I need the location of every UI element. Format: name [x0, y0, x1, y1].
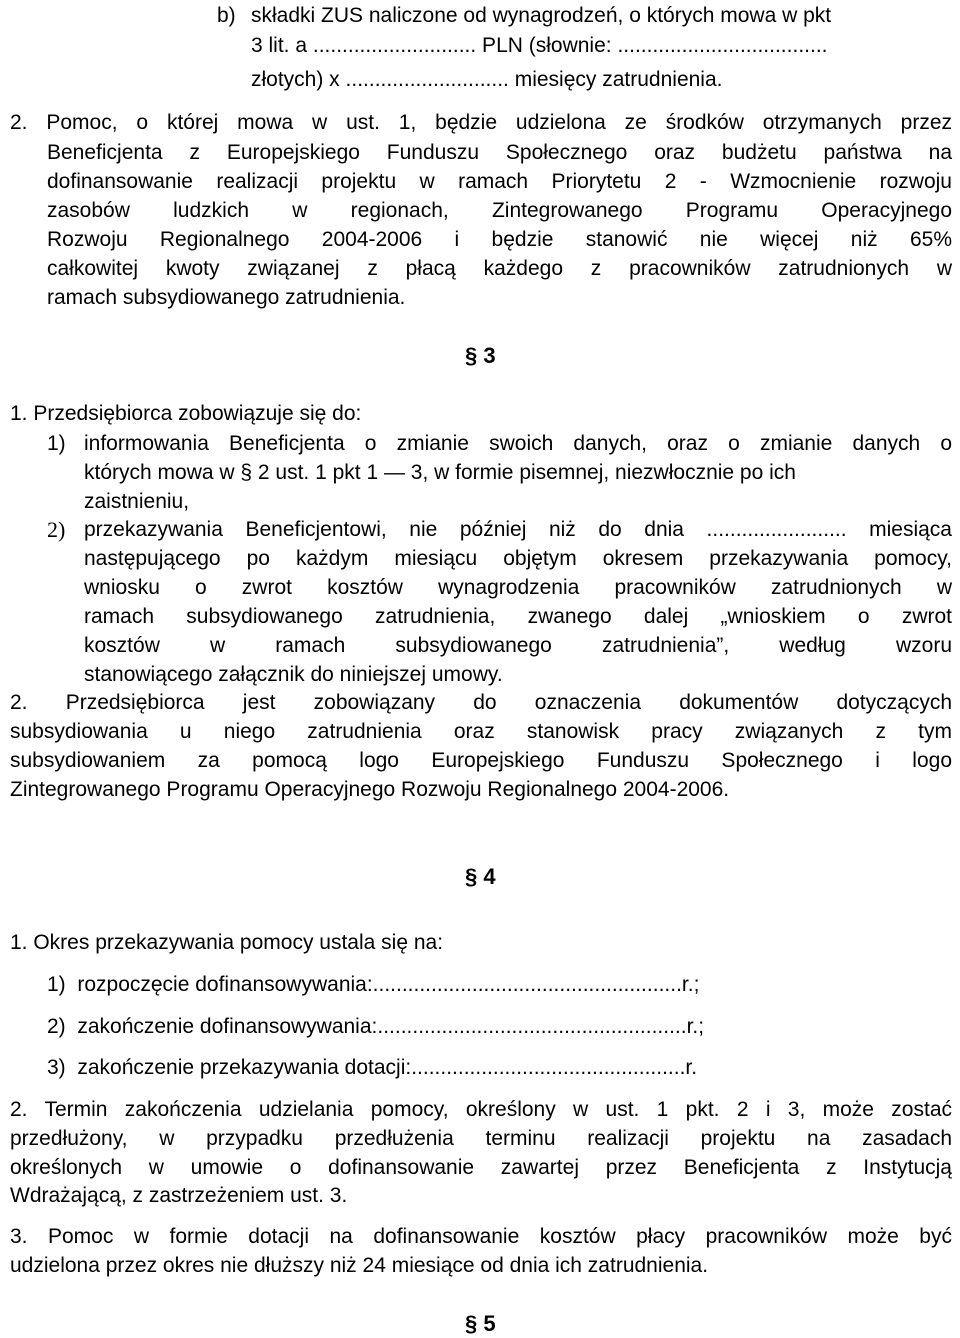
list-item-line: ramach subsydiowanego zatrudnienia, zwanego dalej „wnioskiem o zwrot [84, 605, 952, 628]
list-item-line: kosztów w ramach subsydiowanego zatrudnienia”, według wzoru [84, 634, 952, 657]
paragraph-line: dofinansowanie realizacji projektu w ramach Priorytetu 2 - Wzmocnienie rozwoju [47, 170, 952, 193]
list-item-line: których mowa w § 2 ust. 1 pkt 1 — 3, w formie pisemnej, niezwłocznie po ich [84, 461, 796, 484]
paragraph-line: określonych w umowie o dofinansowanie zawartej przez Beneficjenta z Instytucją [10, 1156, 952, 1179]
item-b-line: złotych) x ............................ miesięcy zatrudnienia. [251, 68, 723, 91]
list-item: 1) rozpoczęcie dofinansowywania:.....................................................r.; [47, 973, 700, 996]
paragraph-line: całkowitej kwoty związanej z płacą każdego z pracowników zatrudnionych w [47, 257, 952, 280]
paragraph-line: 3. Pomoc w formie dotacji na dofinansowanie kosztów płacy pracowników może być [10, 1225, 952, 1248]
list-item-line: stanowiącego załącznik do niniejszej umowy. [84, 663, 503, 686]
paragraph-line: 2. Przedsiębiorca jest zobowiązany do oznaczenia dokumentów dotyczących [10, 691, 952, 714]
paragraph-line: Rozwoju Regionalnego 2004-2006 i będzie stanowić nie więcej niż 65% [47, 228, 952, 251]
list-item-marker: 2) [47, 517, 66, 542]
paragraph-line: 1. Przedsiębiorca zobowiązuje się do: [10, 402, 362, 425]
list-item: 2) zakończenie dofinansowywania:.....................................................r.; [47, 1015, 705, 1038]
list-item-line: przekazywania Beneficjentowi, nie później niż do dnia ........................ miesiąca [84, 518, 952, 541]
paragraph-line: subsydiowaniem za pomocą logo Europejskiego Funduszu Społecznego i logo [10, 749, 952, 772]
item-b-line: 3 lit. a ............................ PLN (słownie: .................................... [251, 34, 828, 57]
list-item-line: zaistnieniu, [84, 490, 190, 513]
paragraph-line: 2. Termin zakończenia udzielania pomocy, określony w ust. 1 pkt. 2 i 3, może zostać [10, 1098, 952, 1121]
paragraph-line: Wdrażającą, z zastrzeżeniem ust. 3. [10, 1184, 348, 1207]
list-item-line: następującego po każdym miesiącu objętym okresem przekazywania pomocy, [84, 547, 952, 570]
paragraph-line: subsydiowania u niego zatrudnienia oraz stanowisk pracy związanych z tym [10, 720, 952, 743]
list-item-marker: 1) [47, 432, 66, 455]
list-item-line: informowania Beneficjenta o zmianie swoich danych, oraz o zmianie danych o [84, 432, 952, 455]
list-item: 3) zakończenie przekazywania dotacji:...............................................r. [47, 1056, 698, 1079]
list-item-line: wniosku o zwrot kosztów wynagrodzenia pracowników zatrudnionych w [84, 576, 952, 599]
paragraph-line: Beneficjenta z Europejskiego Funduszu Społecznego oraz budżetu państwa na [47, 141, 952, 164]
paragraph-line: przedłużony, w przypadku przedłużenia terminu realizacji projektu na zasadach [10, 1127, 952, 1150]
paragraph-line: Zintegrowanego Programu Operacyjnego Rozwoju Regionalnego 2004-2006. [10, 778, 730, 801]
section-heading: § 3 [465, 343, 496, 368]
paragraph-line: udzielona przez okres nie dłuższy niż 24 miesiące od dnia ich zatrudnienia. [10, 1254, 709, 1277]
section-heading: § 4 [465, 864, 496, 889]
paragraph-line: zasobów ludzkich w regionach, Zintegrowanego Programu Operacyjnego [47, 199, 952, 222]
paragraph-line: 1. Okres przekazywania pomocy ustala się na: [10, 931, 444, 954]
paragraph-line: 2. Pomoc, o której mowa w ust. 1, będzie udzielona ze środków otrzymanych przez [10, 111, 952, 134]
item-b-line: składki ZUS naliczone od wynagrodzeń, o których mowa w pkt [251, 4, 832, 27]
section-heading: § 5 [465, 1311, 496, 1336]
paragraph-line: ramach subsydiowanego zatrudnienia. [47, 286, 406, 309]
item-b-marker: b) [217, 4, 236, 27]
